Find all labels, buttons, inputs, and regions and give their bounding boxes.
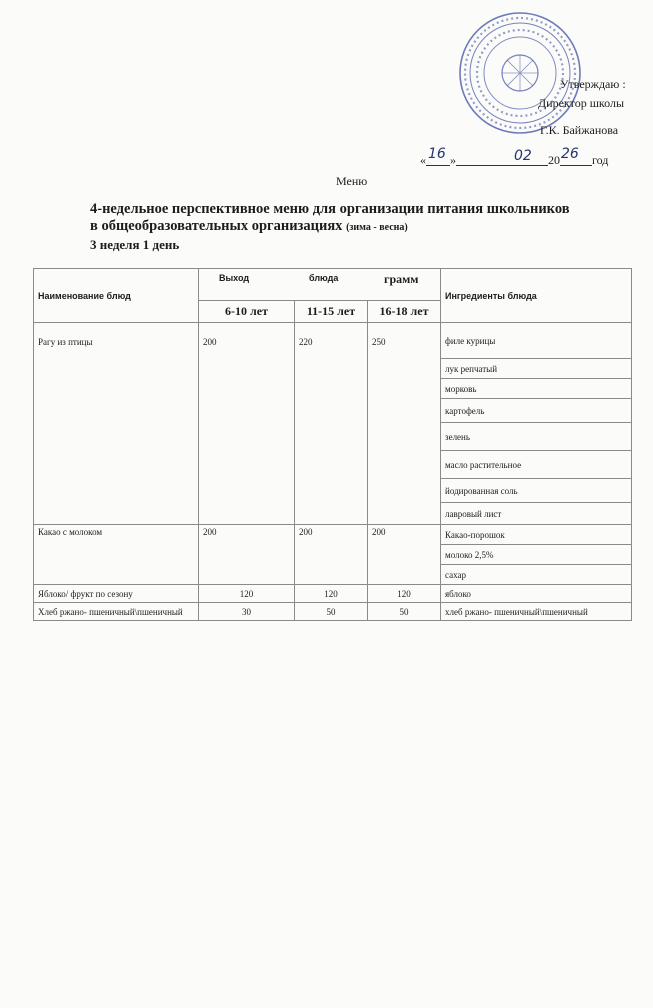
dish-name: Какао с молоком [34, 525, 199, 585]
table-header-row [34, 269, 632, 301]
dish-name: Яблоко/ фрукт по сезону [34, 585, 199, 603]
dish-weight-3: 200 [368, 525, 441, 585]
ingredient: сахар [441, 565, 632, 585]
header-dish: Наименование блюд [34, 269, 199, 323]
ingredient: морковь [441, 379, 632, 399]
approval-title: Утверждаю : [560, 77, 626, 91]
title-season: (зима - весна) [346, 222, 408, 233]
dish-weight-1: 200 [199, 323, 295, 525]
ingredient: Какао-порошок [441, 525, 632, 545]
date-year-word: год [592, 153, 609, 167]
header-ingredients: Ингредиенты блюда [441, 269, 632, 323]
header-exit-1: Выход [219, 273, 250, 283]
document-title [90, 201, 630, 253]
dish-weight-3: 120 [368, 585, 441, 603]
ingredient: лавровый лист [441, 503, 632, 525]
title-main: 4-недельное перспективное меню для организации питания школьников [90, 201, 570, 217]
menu-label: Меню [336, 174, 368, 188]
date-day: 16 [428, 146, 446, 162]
title-line2-text: в общеобразовательных организациях [90, 218, 343, 234]
age-group-2: 11-15 лет [295, 301, 368, 323]
ingredient: картофель [441, 399, 632, 423]
approval-date [420, 146, 635, 169]
table-row [34, 323, 632, 359]
ingredient: яблоко [441, 585, 632, 603]
dish-weight-2: 220 [295, 323, 368, 525]
age-group-1: 6-10 лет [199, 301, 295, 323]
table-row [34, 525, 632, 545]
date-year-prefix: 20 [548, 153, 560, 167]
date-close-quote: » [450, 153, 456, 167]
table-row [34, 603, 632, 621]
menu-table [33, 268, 632, 621]
dish-weight-2: 200 [295, 525, 368, 585]
age-group-3: 16-18 лет [368, 301, 441, 323]
official-stamp [455, 8, 585, 138]
header-exit-3: грамм [384, 272, 419, 286]
dish-weight-1: 30 [199, 603, 295, 621]
ingredient: зелень [441, 423, 632, 451]
dish-name: Хлеб ржано- пшеничный\пшеничный [34, 603, 199, 621]
date-open-quote: « [420, 153, 426, 167]
header-exit-2: блюда [309, 273, 339, 283]
ingredient: масло растительное [441, 451, 632, 479]
dish-weight-1: 120 [199, 585, 295, 603]
dish-weight-1: 200 [199, 525, 295, 585]
date-month: 02 [514, 148, 532, 164]
dish-weight-2: 50 [295, 603, 368, 621]
approval-position: Директор школы [538, 96, 625, 110]
ingredient: филе курицы [441, 323, 632, 359]
dish-weight-3: 250 [368, 323, 441, 525]
dish-name: Рагу из птицы [34, 323, 199, 525]
date-year-suffix: 26 [561, 146, 579, 162]
approval-name: Г.К. Байжанова [540, 123, 619, 137]
ingredient: хлеб ржано- пшеничный\пшеничный [441, 603, 632, 621]
title-line2 [90, 218, 630, 236]
table-row [34, 585, 632, 603]
header-exit [199, 269, 441, 301]
ingredient: молоко 2,5% [441, 545, 632, 565]
title-week: 3 неделя 1 день [90, 237, 180, 252]
dish-weight-3: 50 [368, 603, 441, 621]
ingredient: лук репчатый [441, 359, 632, 379]
dish-weight-2: 120 [295, 585, 368, 603]
ingredient: йодированная соль [441, 479, 632, 503]
